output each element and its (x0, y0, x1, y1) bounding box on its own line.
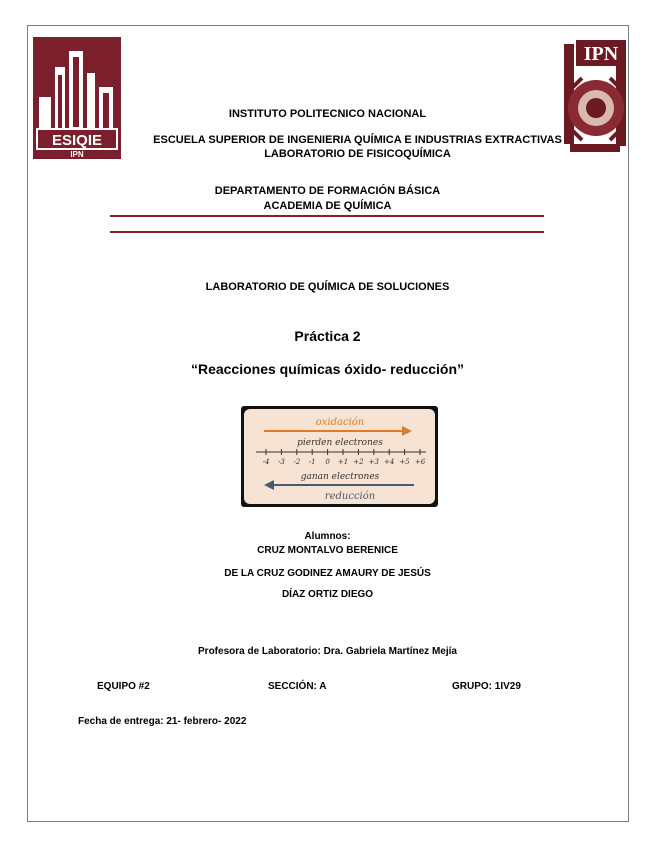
ipn-logo-text: IPN (583, 43, 619, 65)
course-title: LABORATORIO DE QUÍMICA DE SOLUCIONES (205, 281, 450, 293)
department-name: DEPARTAMENTO DE FORMACIÓN BÁSICA (214, 185, 441, 197)
tick-label: +2 (353, 458, 364, 466)
redox-diagram (244, 409, 435, 504)
oxidation-label: oxidación (315, 417, 365, 428)
esiqie-logo-sub: IPN (70, 150, 84, 159)
institution-name: INSTITUTO POLITECNICO NACIONAL (228, 108, 427, 120)
tick-label: +3 (368, 458, 379, 466)
school-name: ESCUELA SUPERIOR DE INGENIERIA QUÍMICA E INDUSTRIAS EXTRACTIVAS (153, 134, 562, 146)
student-name: DE LA CRUZ GODINEZ AMAURY DE JESÚS (224, 568, 431, 579)
reduction-arrow-head (264, 480, 274, 490)
tick-label: +1 (337, 458, 349, 466)
student-name: CRUZ MONTALVO BERENICE (257, 545, 398, 556)
redox-figure (241, 406, 438, 507)
reduction-label: reducción (324, 491, 376, 502)
tick-label: 0 (325, 458, 330, 466)
practice-number: Práctica 2 (294, 328, 361, 344)
tick-label: +6 (414, 458, 426, 466)
tick-label: -3 (277, 458, 285, 466)
tick-label: -1 (308, 458, 316, 466)
gain-electrons-label: ganan electrones (300, 472, 380, 482)
group: GRUPO: 1IV29 (452, 681, 521, 692)
academy-name: ACADEMIA DE QUÍMICA (263, 200, 392, 212)
tick-label: -2 (293, 458, 301, 466)
delivery-date: Fecha de entrega: 21- febrero- 2022 (78, 716, 247, 727)
tick-label: -4 (262, 458, 270, 466)
student-name: DÍAZ ORTIZ DIEGO (281, 589, 374, 600)
oxidation-arrow-head (402, 426, 412, 436)
professor: Profesora de Laboratorio: Dra. Gabriela Martínez Mejía (198, 646, 457, 657)
section: SECCIÓN: A (268, 681, 327, 692)
lose-electrons-label: pierden electrones (297, 438, 383, 448)
esiqie-logo-text: ESIQIE (51, 132, 103, 149)
practice-title: “Reacciones químicas óxido- reducción” (190, 361, 465, 377)
tick-label: +4 (384, 458, 395, 466)
team-number: EQUIPO #2 (97, 681, 150, 692)
tick-label: +5 (399, 458, 410, 466)
students-heading: Alumnos: (304, 531, 351, 542)
header-rule-bottom (110, 231, 544, 233)
lab-name: LABORATORIO DE FISICOQUÍMICA (264, 148, 451, 160)
header-rule-top (110, 215, 544, 217)
